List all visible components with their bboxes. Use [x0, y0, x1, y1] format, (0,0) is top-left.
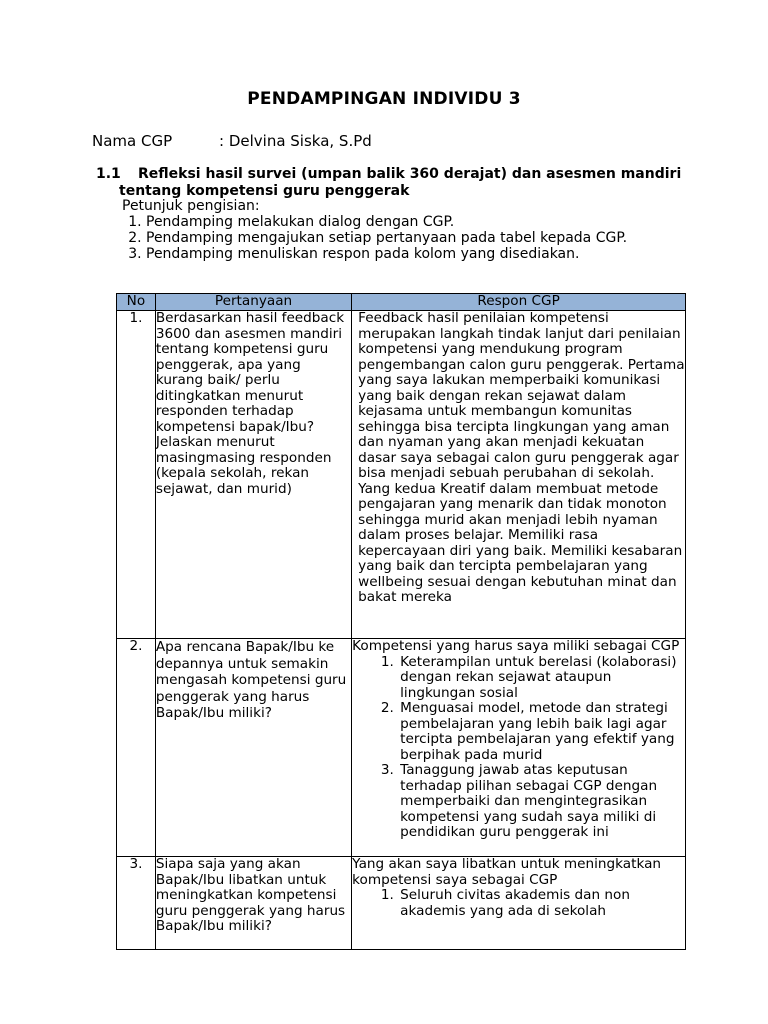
response-cell [352, 639, 686, 857]
table-header-row [117, 294, 686, 311]
section-title-line1: Refleksi hasil survei (umpan balik 360 derajat) dan asesmen mandiri [138, 166, 682, 182]
response-text: Feedback hasil penilaian kompetensi merupakan langkah tindak lanjut dari penilaian kompetensi yang mendukung program pengembangan calon guru penggerak. Pertama yang saya lakukan memperbaiki komunikasi yang baik dengan rekan sejawat dalam kejasama untuk membangun komunitas sehingga bisa tercipta lingkungan yang aman dan nyaman yang akan menjadi kekuatan dasar saya sebagai calon guru penggerak agar bisa menjadi sebuah perubahan di sekolah. Yang kedua Kreatif dalam membuat metode pengajaran yang menarik dan tidak monoton sehingga murid akan menjadi lebih nyaman dalam proses belajar. Memiliki rasa kepercayaan diri yang baik. Memiliki kesabaran yang baik dan tercipta pembelajaran yang wellbeing sesuai dengan kebutuhan minat dan bakat mereka [358, 310, 685, 605]
question-text: Siapa saja yang akan Bapak/Ibu libatkan untuk meningkatkan kompetensi guru penggerak yang harus Bapak/Ibu miliki? [155, 856, 346, 934]
row-number: 3. [117, 857, 156, 950]
question-cell [155, 639, 351, 857]
instruction-item: 1. Pendamping melakukan dialog dengan CGP. [146, 214, 627, 230]
response-cell [352, 311, 686, 639]
page-title: PENDAMPINGAN INDIVIDU 3 [247, 89, 521, 109]
response-list-item: 1. Seluruh civitas akademis dan non akademis yang ada di sekolah [398, 888, 685, 919]
section-title-line2: tentang kompetensi guru penggerak [119, 183, 410, 199]
nama-cgp-value: : Delvina Siska, S.Pd [219, 132, 372, 150]
instruction-item: 2. Pendamping mengajukan setiap pertanyaan pada tabel kepada CGP. [146, 230, 627, 246]
nama-cgp-label: Nama CGP [92, 132, 173, 150]
response-intro: Kompetensi yang harus saya miliki sebagai CGP [352, 638, 680, 654]
instructions-heading: Petunjuk pengisian: [122, 198, 260, 214]
question-cell [155, 311, 351, 639]
section-number: 1.1 [96, 166, 121, 182]
header-respon: Respon CGP [352, 294, 686, 311]
row-number: 1. [117, 311, 156, 639]
table-row [117, 639, 686, 857]
nama-cgp-row [92, 132, 372, 150]
response-cell [352, 857, 686, 950]
response-list-item: 2. Menguasai model, metode dan strategi pembelajaran yang lebih baik lagi agar tercipta pembelajaran yang efektif yang berpihak pada murid [398, 701, 685, 763]
response-list [352, 655, 685, 841]
response-intro: Yang akan saya libatkan untuk meningkatkan kompetensi saya sebagai CGP [352, 856, 662, 888]
table-row [117, 311, 686, 639]
header-no: No [117, 294, 156, 311]
response-list-item: 3. Tanaggung jawab atas keputusan terhadap pilihan sebagai CGP dengan memperbaiki dan mengintegrasikan kompetensi yang sudah saya miliki di pendidikan guru penggerak ini [398, 763, 685, 841]
table-row [117, 857, 686, 950]
row-number: 2. [117, 639, 156, 857]
question-text: Berdasarkan hasil feedback 3600 dan asesmen mandiri tentang kompetensi guru penggerak, apa yang kurang baik/ perlu ditingkatkan menurut responden terhadap kompetensi bapak/Ibu? Jelaskan menurut masingmasing responden (kepala sekolah, rekan sejawat, dan murid) [155, 310, 345, 497]
section-heading [96, 166, 726, 200]
instruction-item: 3. Pendamping menuliskan respon pada kolom yang disediakan. [146, 246, 627, 262]
instructions-list [122, 214, 627, 262]
question-text: Apa rencana Bapak/Ibu ke depannya untuk semakin mengasah kompetensi guru penggerak yang harus Bapak/Ibu miliki? [155, 639, 347, 721]
question-cell [155, 857, 351, 950]
response-list-item: 1. Keterampilan untuk berelasi (kolaborasi) dengan rekan sejawat ataupun lingkungan sosial [398, 655, 685, 702]
instructions [122, 198, 627, 262]
header-pertanyaan: Pertanyaan [155, 294, 351, 311]
response-list [352, 888, 685, 919]
reflection-table [116, 293, 686, 950]
